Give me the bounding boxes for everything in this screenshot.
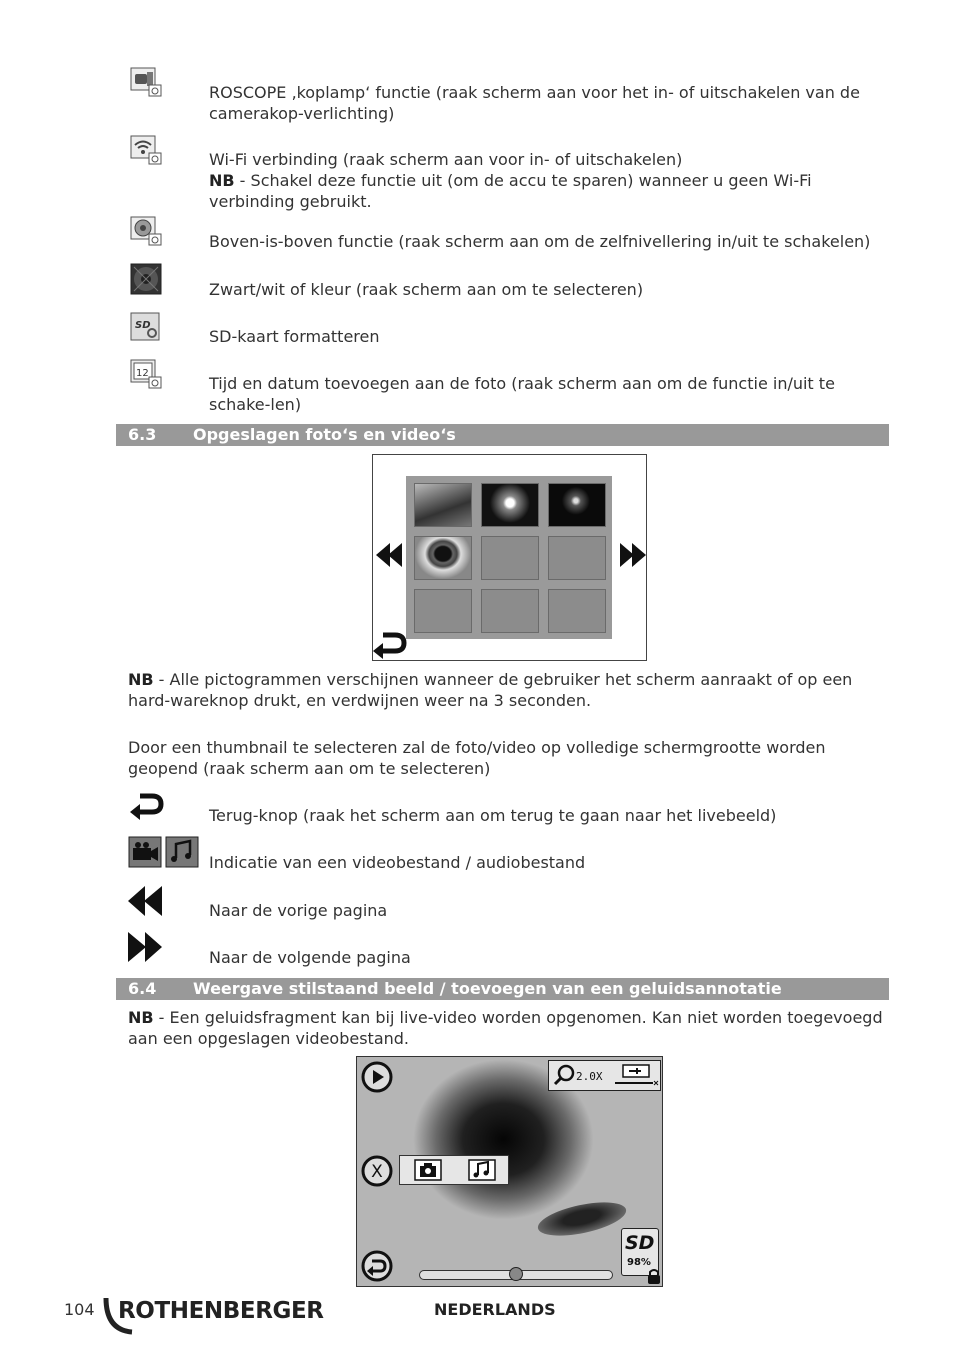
wifi-icon xyxy=(130,135,160,163)
lock-icon xyxy=(647,1268,661,1284)
section-6-4-header xyxy=(116,978,889,1000)
previous-page-icon xyxy=(128,886,164,916)
wifi-description xyxy=(209,149,889,212)
progress-knob[interactable] xyxy=(509,1267,523,1281)
gallery-screenshot xyxy=(372,454,647,661)
headlamp-description: ROSCOPE ‚koplamp‘ functie (raak scherm aan voor het in- of uitschakelen van de camerakop-verlichting) xyxy=(209,83,860,123)
thumbnail-pipe[interactable] xyxy=(414,536,472,580)
self-leveling-description: Boven-is-boven functie (raak scherm aan om de zelfnivellering in/uit te schakelen) xyxy=(209,232,871,251)
next-page-icon[interactable] xyxy=(618,543,646,567)
next-page-icon xyxy=(128,932,164,962)
playback-progress-bar[interactable] xyxy=(419,1270,613,1280)
note-text: - Een geluidsfragment kan bij live-video worden opgenomen. Kan niet worden toegevoegd aan een opgeslagen videobestand. xyxy=(128,1008,883,1048)
language-label: NEDERLANDS xyxy=(434,1300,556,1319)
zoom-level: 2.0X xyxy=(576,1070,603,1083)
thumbnail-light[interactable] xyxy=(481,483,539,527)
still-image-viewer xyxy=(356,1056,663,1287)
audio-note-icon[interactable] xyxy=(468,1159,496,1181)
sd-percent: 98% xyxy=(627,1257,651,1268)
section-title: Weergave stilstaand beeld / toevoegen van een geluidsannotatie xyxy=(193,979,782,998)
sd-format-icon xyxy=(130,312,160,340)
thumbnail-empty xyxy=(414,589,472,633)
camera-icon[interactable] xyxy=(414,1159,442,1181)
brand-logo xyxy=(100,1294,350,1336)
thumbnail-empty xyxy=(481,536,539,580)
file-indication-description: Indicatie van een videobestand / audiobestand xyxy=(209,853,586,872)
color-mode-description: Zwart/wit of kleur (raak scherm aan om te selecteren) xyxy=(209,280,644,299)
date-time-icon-label: 12 xyxy=(136,368,149,379)
note-audio-paragraph xyxy=(128,1007,888,1049)
section-6-3-header xyxy=(116,424,889,446)
sd-format-icon-label: SD xyxy=(135,320,151,331)
status-box xyxy=(548,1060,661,1091)
thumbnail-lens[interactable] xyxy=(548,483,606,527)
thumbnail-empty xyxy=(548,589,606,633)
section-number: 6.3 xyxy=(128,425,157,444)
thumbnail-paragraph: Door een thumbnail te selecteren zal de foto/video op volledige schermgrootte worden geopend (raak scherm aan om te selecteren) xyxy=(128,738,826,778)
thumbnail-eye[interactable] xyxy=(414,483,472,527)
date-time-icon xyxy=(130,359,160,387)
sd-format-description: SD-kaart formatteren xyxy=(209,327,380,346)
back-arrow-icon[interactable] xyxy=(361,1250,393,1282)
note-text: - Alle pictogrammen verschijnen wanneer de gebruiker het scherm aanraakt of op een hard-wareknop drukt, en verdwijnen weer na 3 seconden. xyxy=(128,670,853,710)
battery-charging-icon xyxy=(613,1064,659,1088)
previous-page-description: Naar de vorige pagina xyxy=(209,901,388,920)
video-audio-file-icon xyxy=(128,836,200,868)
back-button-description: Terug-knop (raak het scherm aan om terug te gaan naar het livebeeld) xyxy=(209,806,777,825)
self-leveling-icon xyxy=(130,216,160,244)
wifi-note-label: NB xyxy=(209,171,235,190)
thumbnail-empty xyxy=(481,589,539,633)
close-icon-label: X xyxy=(371,1162,383,1182)
date-time-description: Tijd en datum toevoegen aan de foto (raak scherm aan om de functie in/uit te schake-len) xyxy=(209,374,835,414)
thumbnail-empty xyxy=(548,536,606,580)
wifi-text: Wi-Fi verbinding (raak scherm aan voor in- of uitschakelen) xyxy=(209,150,683,169)
note-icons-paragraph xyxy=(128,669,888,711)
page-number: 104 xyxy=(64,1300,95,1319)
thumbnail-grid xyxy=(406,476,612,639)
wifi-note xyxy=(209,170,889,212)
note-label: NB xyxy=(128,670,154,689)
back-arrow-icon xyxy=(130,792,164,820)
sd-label: SD xyxy=(625,1232,655,1254)
pipe-debris xyxy=(535,1196,629,1242)
note-label: NB xyxy=(128,1008,154,1027)
play-icon[interactable] xyxy=(361,1061,393,1093)
brand-name: ROTHENBERGER xyxy=(118,1298,324,1324)
annotation-toolbar xyxy=(399,1155,509,1185)
section-title: Opgeslagen foto‘s en video‘s xyxy=(193,425,456,444)
close-icon[interactable] xyxy=(361,1155,393,1187)
wifi-note-text: - Schakel deze functie uit (om de accu te sparen) wanneer u geen Wi-Fi verbinding gebruikt. xyxy=(209,171,812,211)
next-page-description: Naar de volgende pagina xyxy=(209,948,411,967)
section-number: 6.4 xyxy=(128,979,157,998)
previous-page-icon[interactable] xyxy=(376,543,404,567)
color-mode-icon xyxy=(130,263,160,291)
back-arrow-icon[interactable] xyxy=(373,631,407,659)
headlamp-icon xyxy=(130,67,160,95)
